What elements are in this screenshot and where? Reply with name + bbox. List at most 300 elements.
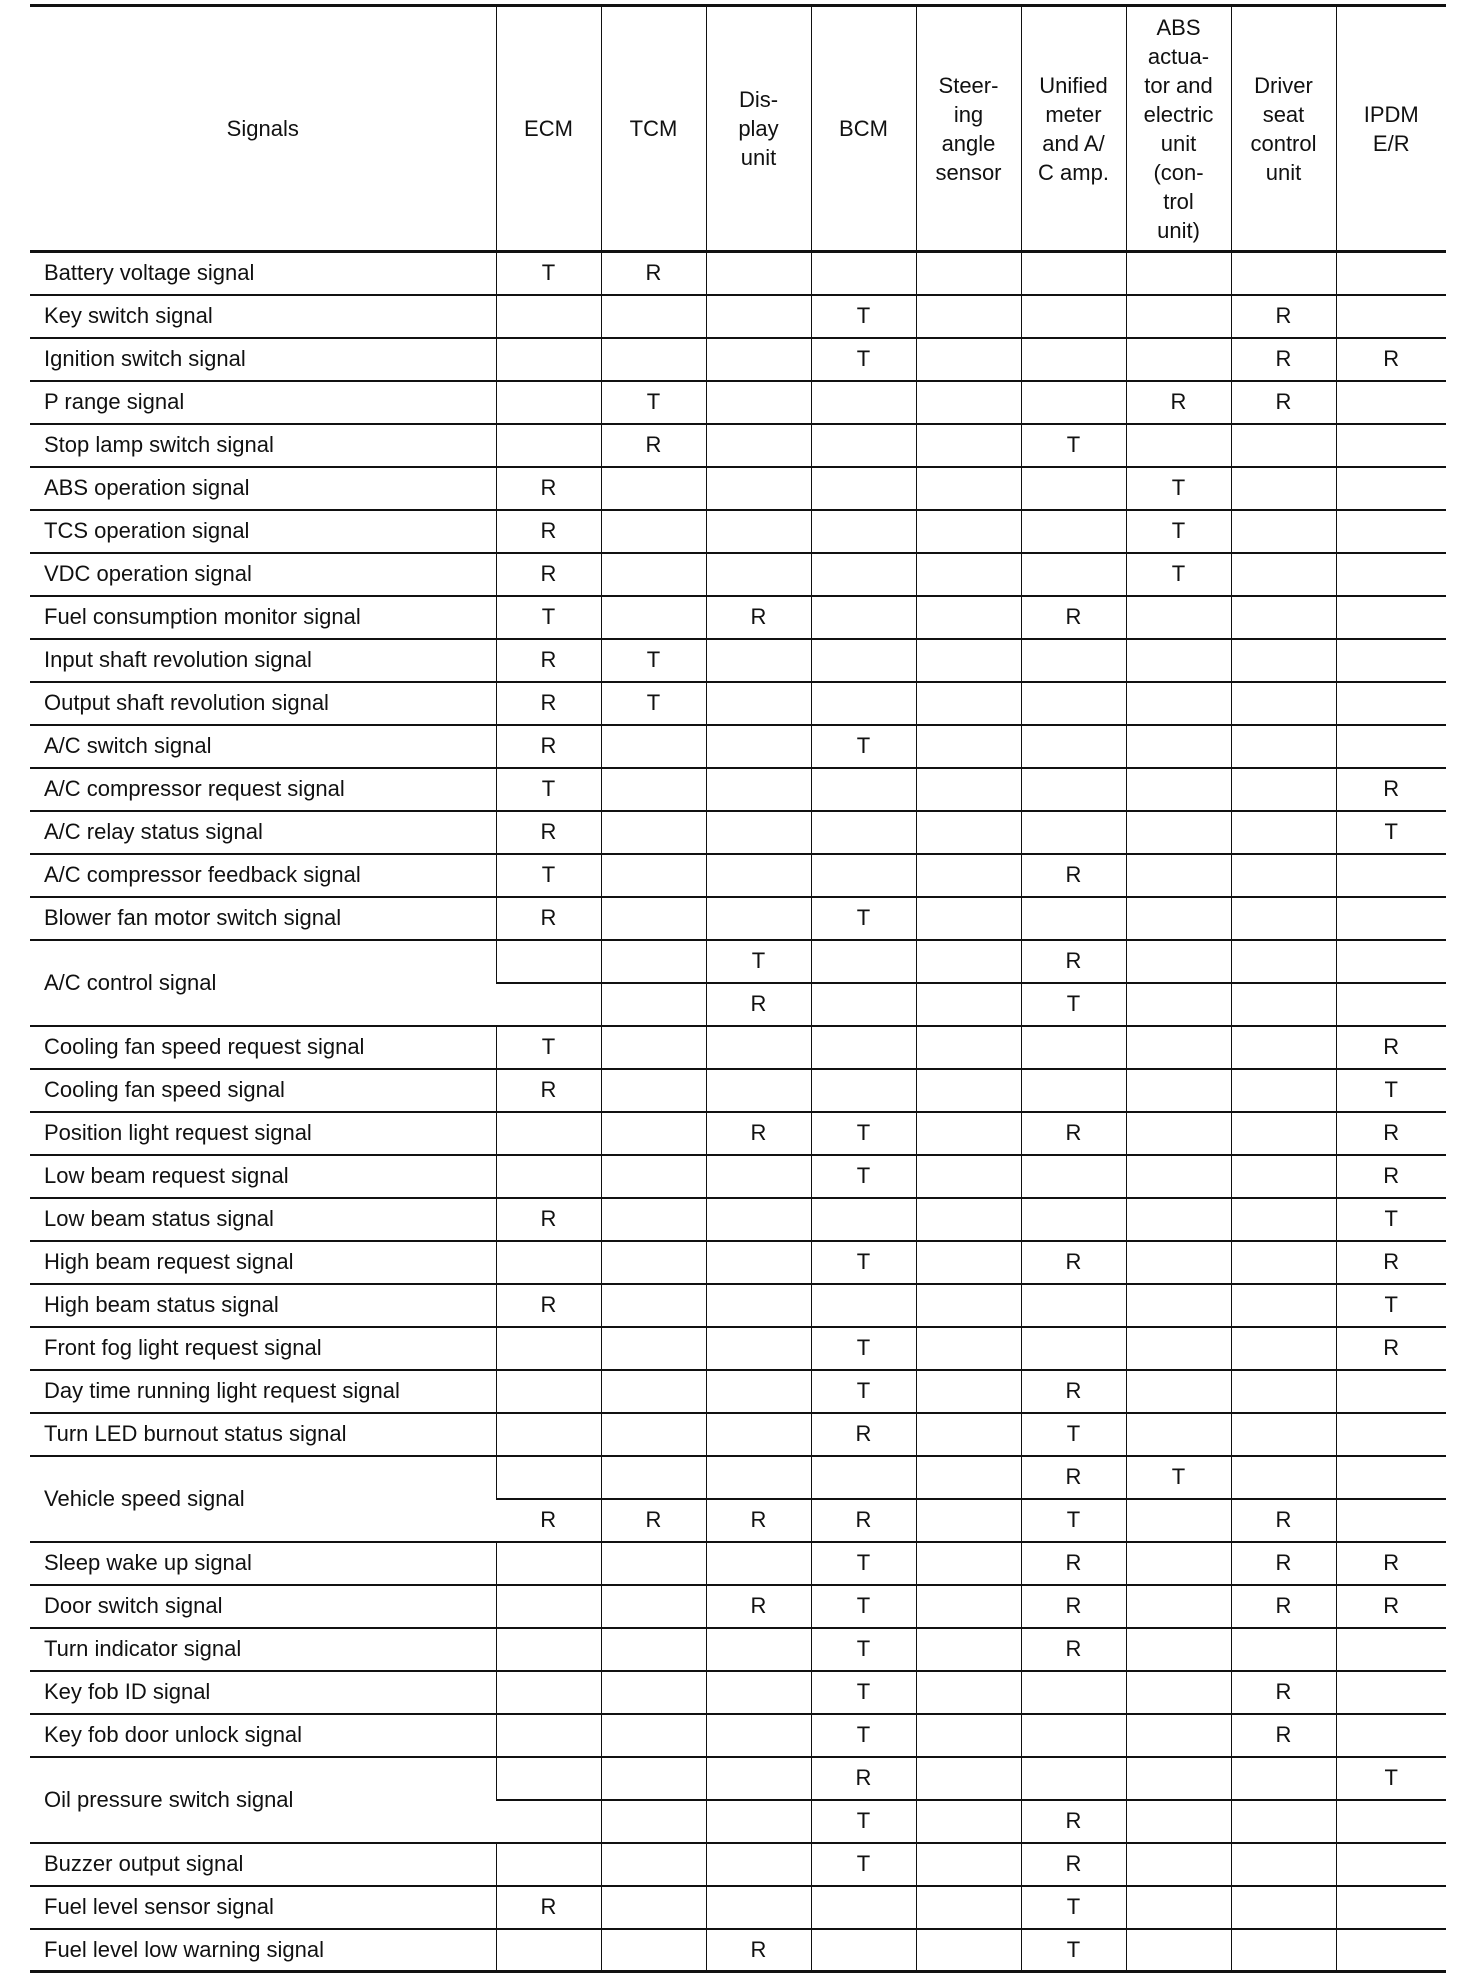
column-header-label: ABS actua- tor and electric unit (con- trol unit) [1143,14,1214,243]
signal-name-cell [30,639,496,682]
table-row [30,1886,1446,1929]
signal-value-cell [1126,1327,1231,1370]
signal-value-cell [1126,725,1231,768]
signal-name: VDC operation signal [44,561,252,586]
signal-value-cell: T [1021,1499,1126,1542]
signal-name: Front fog light request signal [44,1335,322,1360]
signal-value-cell [601,1714,706,1757]
signal-value-cell: R [706,983,811,1026]
signal-name: A/C relay status signal [44,819,263,844]
signal-value-cell: R [1021,854,1126,897]
signal-value-cell: R [496,1198,601,1241]
signal-name-cell [30,1714,496,1757]
table-row [30,1456,1446,1499]
signal-value-cell [916,1542,1021,1585]
signal-name-cell [30,252,496,295]
signal-value-cell [601,1585,706,1628]
signal-name-cell [30,768,496,811]
signal-value-cell: R [496,639,601,682]
signal-value-cell [1021,295,1126,338]
signal-value-cell [601,1112,706,1155]
signal-value-cell [1231,1929,1336,1972]
signal-value-cell: T [811,1327,916,1370]
column-header-label: Driver seat control unit [1250,72,1317,185]
table-row [30,854,1446,897]
signal-value-cell [811,639,916,682]
signal-name: Door switch signal [44,1593,223,1618]
signal-value-cell: T [1336,1284,1446,1327]
signal-value-cell [601,1542,706,1585]
signal-value-cell: R [1336,1026,1446,1069]
signal-value-cell: R [496,467,601,510]
signal-name: Low beam status signal [44,1206,274,1231]
signal-value-cell [496,1671,601,1714]
signal-value-cell: R [706,1499,811,1542]
signal-value-cell [1126,682,1231,725]
signal-value-cell [1126,940,1231,983]
signal-value-cell [601,1886,706,1929]
signal-name-cell [30,1585,496,1628]
signal-name: Cooling fan speed request signal [44,1034,365,1059]
signal-value-cell [1336,639,1446,682]
signal-value-cell [1336,1628,1446,1671]
signal-value-cell: R [496,1284,601,1327]
signal-value-cell: R [601,424,706,467]
signal-name: A/C compressor request signal [44,776,345,801]
signal-value-cell [601,1284,706,1327]
signal-value-cell [496,1542,601,1585]
signal-name: High beam status signal [44,1292,279,1317]
signal-value-cell [1021,682,1126,725]
signal-value-cell [811,768,916,811]
signal-value-cell [916,1413,1021,1456]
table-row [30,1671,1446,1714]
signal-value-cell [1336,725,1446,768]
signal-value-cell [706,1628,811,1671]
signal-name: Fuel level sensor signal [44,1894,274,1919]
signal-name: Battery voltage signal [44,260,255,286]
signal-value-cell [496,1585,601,1628]
signal-value-cell [916,1069,1021,1112]
signal-value-cell [1021,1714,1126,1757]
column-header-label: BCM [839,116,888,141]
signal-value-cell [601,338,706,381]
signal-value-cell [706,1370,811,1413]
signal-value-cell: T [1126,510,1231,553]
signal-value-cell [1231,424,1336,467]
signal-name: Key fob ID signal [44,1679,211,1704]
signal-value-cell [811,252,916,295]
signal-value-cell [916,1198,1021,1241]
signal-name: Input shaft revolution signal [44,647,312,672]
signal-name: A/C switch signal [44,733,212,758]
signal-value-cell: R [496,897,601,940]
signal-value-cell [916,1714,1021,1757]
signal-value-cell: R [601,252,706,295]
column-header-label: IPDM E/R [1363,101,1419,156]
signal-value-cell [601,467,706,510]
signal-value-cell: T [1126,467,1231,510]
table-row [30,1069,1446,1112]
signal-value-cell [1126,1542,1231,1585]
signal-value-cell: T [1021,424,1126,467]
table-row [30,1112,1446,1155]
signal-value-cell: R [1021,1112,1126,1155]
signal-name-cell [30,1327,496,1370]
signal-name: TCS operation signal [44,518,250,543]
signal-name: Day time running light request signal [44,1378,400,1403]
signal-value-cell: T [811,1112,916,1155]
column-header-driver-seat [1231,6,1336,252]
signal-value-cell [601,1155,706,1198]
signal-value-cell [496,1413,601,1456]
signal-value-cell [916,682,1021,725]
signal-value-cell: R [496,510,601,553]
signal-value-cell [1336,1671,1446,1714]
signal-value-cell [811,424,916,467]
signal-name: Fuel level low warning signal [44,1936,325,1962]
signal-value-cell [811,1026,916,1069]
signal-value-cell [1336,983,1446,1026]
signal-value-cell: R [1021,940,1126,983]
signal-value-cell: T [496,768,601,811]
signal-value-cell [496,338,601,381]
signal-value-cell [496,1843,601,1886]
signal-value-cell [1336,940,1446,983]
signal-value-cell [1126,424,1231,467]
signal-value-cell: T [1126,1456,1231,1499]
signal-value-cell: R [1336,1585,1446,1628]
signal-value-cell [1231,1843,1336,1886]
signal-value-cell: R [496,811,601,854]
signal-value-cell [706,1714,811,1757]
column-header-ipdm-er [1336,6,1446,252]
signal-value-cell: T [811,1843,916,1886]
signal-value-cell: T [496,596,601,639]
signal-value-cell [601,1241,706,1284]
signal-value-cell [1336,1714,1446,1757]
signal-value-cell [706,1413,811,1456]
signal-value-cell: T [811,1155,916,1198]
signal-value-cell: R [811,1757,916,1800]
signal-value-cell [601,1800,706,1843]
signal-value-cell: T [601,639,706,682]
signal-value-cell [1126,596,1231,639]
signal-value-cell [811,1456,916,1499]
signal-value-cell [601,1843,706,1886]
table-row [30,1843,1446,1886]
signal-value-cell [1126,639,1231,682]
signal-value-cell: T [811,1800,916,1843]
signal-name-cell [30,467,496,510]
signal-value-cell [916,1327,1021,1370]
column-header-label: Unified meter and A/ C amp. [1038,72,1109,185]
signal-value-cell [706,510,811,553]
signal-value-cell [706,553,811,596]
signal-value-cell [1021,1284,1126,1327]
signal-value-cell [1336,897,1446,940]
signal-value-cell: R [706,596,811,639]
signal-value-cell [706,811,811,854]
signal-value-cell [601,1456,706,1499]
signal-value-cell [1231,1112,1336,1155]
table-row [30,1714,1446,1757]
signal-name-cell [30,897,496,940]
signal-value-cell [496,983,601,1026]
table-row [30,338,1446,381]
signal-name-cell [30,295,496,338]
signal-name-cell [30,1757,496,1843]
signal-value-cell: R [496,553,601,596]
signal-value-cell: T [496,252,601,295]
signal-value-cell [1231,596,1336,639]
signal-value-cell [1231,983,1336,1026]
signal-value-cell [1231,1284,1336,1327]
signal-value-cell [1231,725,1336,768]
signal-name: P range signal [44,389,185,414]
signal-value-cell: T [811,1714,916,1757]
signal-value-cell [1231,1241,1336,1284]
signal-value-cell [1231,467,1336,510]
table-row [30,510,1446,553]
column-header-label: Dis- play unit [738,87,779,170]
signal-value-cell [1126,1671,1231,1714]
signal-value-cell [496,424,601,467]
signal-value-cell [1021,338,1126,381]
signal-value-cell [1336,596,1446,639]
signal-value-cell [706,682,811,725]
signal-value-cell [706,854,811,897]
signal-value-cell [601,295,706,338]
signal-value-cell [1231,1327,1336,1370]
signal-name: A/C control signal [44,969,217,995]
signal-name: Ignition switch signal [44,346,246,371]
signal-name: Position light request signal [44,1120,312,1145]
signal-name-cell [30,1542,496,1585]
signal-value-cell [1231,639,1336,682]
signal-value-cell [601,1370,706,1413]
table-row [30,1542,1446,1585]
signal-value-cell [706,424,811,467]
signal-value-cell [916,1757,1021,1800]
signal-value-cell [811,553,916,596]
signal-value-cell [496,381,601,424]
signal-value-cell [1126,1198,1231,1241]
signal-name-cell [30,1155,496,1198]
table-row [30,596,1446,639]
signal-value-cell: T [1021,1929,1126,1972]
table-row [30,1241,1446,1284]
signal-value-cell: R [1231,1671,1336,1714]
signal-value-cell [1126,1628,1231,1671]
signal-value-cell [1126,1714,1231,1757]
signal-value-cell: T [1021,983,1126,1026]
signal-value-cell [916,639,1021,682]
signal-value-cell: R [496,1069,601,1112]
signal-value-cell [1021,381,1126,424]
signal-value-cell: R [1336,1241,1446,1284]
column-header-signals [30,6,496,252]
signal-value-cell [1231,811,1336,854]
signal-value-cell [1336,1886,1446,1929]
table-row [30,252,1446,295]
signal-value-cell [1021,725,1126,768]
signal-value-cell [916,252,1021,295]
signal-name-cell [30,1370,496,1413]
signal-value-cell [1126,768,1231,811]
signal-value-cell: R [1021,1241,1126,1284]
signal-value-cell: R [1336,768,1446,811]
signal-value-cell [706,1843,811,1886]
signal-value-cell [1021,768,1126,811]
signal-value-cell: T [811,1628,916,1671]
signal-value-cell [496,1241,601,1284]
signal-value-cell [811,682,916,725]
signal-value-cell [916,424,1021,467]
signal-value-cell [1336,1843,1446,1886]
signal-value-cell: T [811,1585,916,1628]
signal-name-cell [30,725,496,768]
signal-value-cell: T [1336,811,1446,854]
table-row [30,639,1446,682]
signal-value-cell: R [496,725,601,768]
signal-value-cell [1126,1800,1231,1843]
signal-value-cell [706,252,811,295]
signal-value-cell [1231,1886,1336,1929]
can-signal-table [30,4,1446,1973]
signal-value-cell [811,940,916,983]
table-row [30,897,1446,940]
signal-value-cell [601,596,706,639]
table-row [30,553,1446,596]
signal-value-cell [1336,1413,1446,1456]
signal-value-cell [1336,1456,1446,1499]
signal-value-cell [601,1671,706,1714]
signal-value-cell: T [811,725,916,768]
signal-value-cell [1231,1628,1336,1671]
signal-table-container [30,4,1446,1973]
signal-value-cell [916,1929,1021,1972]
signal-value-cell [1126,1284,1231,1327]
signal-value-cell [916,1112,1021,1155]
table-row [30,811,1446,854]
signal-value-cell: R [1231,338,1336,381]
signal-value-cell [496,1327,601,1370]
signal-name-cell [30,1671,496,1714]
column-header-label: Steer- ing angle sensor [935,72,1002,185]
signal-value-cell [601,1198,706,1241]
signal-value-cell [1336,252,1446,295]
signal-name-cell [30,1843,496,1886]
signal-value-cell [601,897,706,940]
signal-value-cell [811,983,916,1026]
signal-value-cell [1021,1026,1126,1069]
signal-value-cell [1126,1886,1231,1929]
column-header-display-unit [706,6,811,252]
signal-value-cell: R [1231,1585,1336,1628]
signal-value-cell [1126,897,1231,940]
signal-value-cell [601,1628,706,1671]
signal-value-cell: R [1021,1843,1126,1886]
signal-value-cell [916,467,1021,510]
signal-value-cell [811,1929,916,1972]
table-row [30,1585,1446,1628]
signal-value-cell [1021,1757,1126,1800]
signal-name-cell [30,940,496,1026]
signal-value-cell [601,1413,706,1456]
signal-value-cell: R [1021,1800,1126,1843]
signal-value-cell: T [1336,1069,1446,1112]
signal-value-cell [1126,1069,1231,1112]
signal-value-cell [706,338,811,381]
signal-value-cell: R [1231,381,1336,424]
signal-value-cell [601,1757,706,1800]
signal-value-cell [1336,553,1446,596]
signal-name-cell [30,1628,496,1671]
signal-value-cell [1126,1929,1231,1972]
column-header-label: Signals [226,116,299,141]
signal-value-cell [916,854,1021,897]
signal-name: Stop lamp switch signal [44,432,274,457]
signal-value-cell [916,811,1021,854]
table-row [30,725,1446,768]
signal-value-cell [1231,940,1336,983]
signal-value-cell [496,1800,601,1843]
signal-name-cell [30,1413,496,1456]
signal-value-cell [706,1757,811,1800]
signal-name: Low beam request signal [44,1163,289,1188]
signal-name-cell [30,338,496,381]
signal-value-cell [811,854,916,897]
signal-value-cell [1336,1370,1446,1413]
signal-value-cell: R [1231,1542,1336,1585]
signal-value-cell [496,1370,601,1413]
signal-value-cell: T [706,940,811,983]
signal-name-cell [30,1069,496,1112]
signal-value-cell [706,1198,811,1241]
signal-name: Vehicle speed signal [44,1485,245,1511]
signal-value-cell [601,811,706,854]
signal-value-cell [916,596,1021,639]
signal-value-cell [916,381,1021,424]
signal-value-cell [1126,1026,1231,1069]
signal-value-cell [601,510,706,553]
signal-name: Sleep wake up signal [44,1550,252,1575]
column-header-ecm [496,6,601,252]
signal-value-cell [1126,983,1231,1026]
signal-name: Turn LED burnout status signal [44,1421,347,1446]
signal-value-cell: R [706,1112,811,1155]
signal-value-cell [1126,252,1231,295]
signal-value-cell: R [1021,1456,1126,1499]
signal-value-cell [1126,1843,1231,1886]
signal-value-cell [1021,1155,1126,1198]
signal-value-cell [706,1800,811,1843]
signal-value-cell [916,1155,1021,1198]
signal-name: Fuel consumption monitor signal [44,604,361,629]
signal-value-cell [811,510,916,553]
signal-value-cell [916,1241,1021,1284]
table-body [30,252,1446,1972]
table-row [30,467,1446,510]
column-header-unified-meter [1021,6,1126,252]
signal-value-cell [1126,1757,1231,1800]
table-row [30,381,1446,424]
signal-value-cell: R [1336,1155,1446,1198]
signal-name: ABS operation signal [44,475,250,500]
signal-value-cell [1231,1456,1336,1499]
signal-value-cell [1336,854,1446,897]
